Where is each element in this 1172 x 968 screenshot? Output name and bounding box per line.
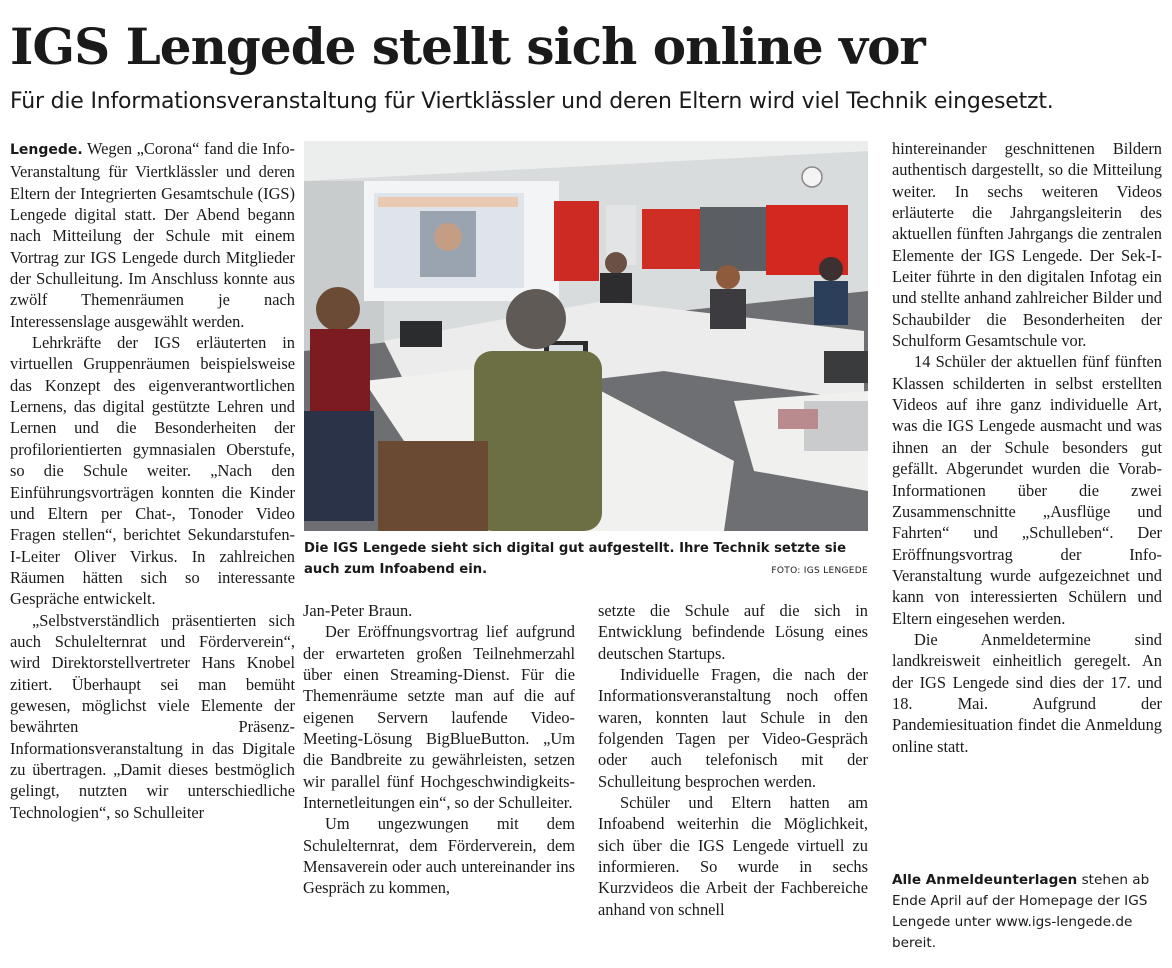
- paragraph: Die Anmeldetermine sind landkreisweit einheitlich geregelt. An der IGS Lengede sind dies der 17. und 18. Mai. Aufgrund der Pandemiesituation findet die Anmeldung online statt.: [892, 629, 1162, 756]
- headline: IGS Lengede stellt sich online vor: [10, 17, 925, 76]
- article-column-3: [598, 600, 868, 920]
- paragraph: Der Eröffnungsvortrag lief aufgrund der erwarteten großen Teilnehmerzahl über einen Streaming-Dienst. Für die Themenräume setzte man auf die auf eigenen Servern laufende Video-Meeting-Lösung BigBlueButton. „Um die Bandbreite zu gewährleisten, setzen wir parallel fünf Hochgeschwindigkeits-Internetleitungen ein“, so der Schulleiter.: [303, 622, 575, 813]
- paragraph-text: Wegen „Corona“ fand die Info-Veranstaltung für Viertklässler und deren Eltern der Integrierten Gesamtschule (IGS) Lengede digital statt. Der Abend begann nach Mitteilung der Schule mit einem Vortrag zur IGS Lengede durch Mitglieder der Schulleitung. Im Anschluss konnte aus zwölf Themenräumen je nach Interessenslage ausgewählt werden.: [10, 139, 296, 331]
- paragraph: [10, 138, 295, 332]
- subheadline: Für die Informationsveranstaltung für Viertklässler und deren Eltern wird viel Technik eingesetzt.: [10, 89, 1054, 114]
- infobox-text: stehen ab Ende April auf der Homepage der IGS Lengede unter www.igs-lengede.de bereit.: [892, 872, 1150, 951]
- classroom-photo: [304, 141, 868, 531]
- photo-credit: FOTO: IGS LENGEDE: [771, 566, 868, 576]
- paragraph: Jan-Peter Braun.: [303, 601, 413, 620]
- article-column-4: [892, 138, 1162, 757]
- dateline: Lengede.: [10, 142, 83, 158]
- paragraph: Lehrkräfte der IGS erläuterten in virtuellen Gruppenräumen beispielsweise das Konzept des eigenverantwortlichen Lernens, das digital gestützte Lehren und Lernen und die Besonderheiten der profilorientierten gymnasialen Oberstufe, so die Schule weiter. „Nach den Einführungsvorträgen konnten die Kinder und Eltern per Chat-, Tonoder Video Fragen stellen“, berichtet Sekundarstufen-I-Leiter Oliver Virkus. In zahlreichen Räumen hätten sich so interessante Gespräche entwickelt.: [10, 333, 295, 609]
- paragraph: Individuelle Fragen, die nach der Informationsveranstaltung noch offen waren, konnten laut Schule in den folgenden Tagen per Video-Gespräch oder auch telefonisch mit der Schulleitung besprochen werden.: [598, 665, 868, 791]
- article-column-1: [10, 138, 295, 823]
- paragraph: Schüler und Eltern hatten am Infoabend weiterhin die Möglichkeit, sich über die IGS Lengede virtuell zu informieren. So wurde in sechs Kurzvideos die Arbeit der Fachbereiche anhand von schnell: [598, 793, 868, 919]
- paragraph: „Selbstverständlich präsentierten sich auch Schulelternrat und Förderverein“, wird Direktorstellvertreter Hans Knobel zitiert. Überhaupt sei man bemüht gewesen, möglichst viele Elemente der bewährten Präsenz-Informationsveranstaltung in das Digitale zu übertragen. „Damit dieses bestmöglich gelingt, nutzten wir unterschiedliche Technologien“, so Schulleiter: [10, 610, 295, 822]
- paragraph: hintereinander geschnittenen Bildern authentisch dargestellt, so die Mitteilung weiter. In sechs weiteren Videos erläuterte die Jahrgangsleiterin des aktuellen fünften Jahrgangs die zentralen Elemente der IGS Lengede. Der Sek-I-Leiter führte in den digitalen Infotag ein und stellte anhand zahlreicher Bilder und Schaubilder die Besonderheiten der Schulform Gesamtschule vor.: [892, 139, 1162, 351]
- photo-caption: Die IGS Lengede sieht sich digital gut aufgestellt. Ihre Technik setzte sie auch zum Infoabend ein.: [304, 541, 847, 577]
- infobox-lead: Alle Anmeldeunterlagen: [892, 872, 1078, 888]
- classroom-photo-image: [304, 141, 868, 531]
- registration-info-box: [892, 870, 1164, 954]
- paragraph: Um ungezwungen mit dem Schulelternrat, dem Förderverein, dem Mensaverein oder auch untereinander ins Gespräch zu kommen,: [303, 814, 575, 898]
- paragraph: 14 Schüler der aktuellen fünf fünften Klassen schilderten in selbst erstellten Videos auf ihre ganz individuelle Art, was die IGS Lengede ausmacht und was ihnen an der Schule besonders gut gefällt. Abgerundet wurden die Vorab-Informationen über die zwei Zusammenschnitte „Ausflüge und Fahrten“ und „Schulleben“. Der Eröffnungsvortrag der Info-Veranstaltung wurde aufgezeichnet und kann von interessierten Schülern und Eltern eingesehen werden.: [892, 352, 1162, 628]
- article-column-2: [303, 600, 575, 899]
- paragraph: setzte die Schule auf die sich in Entwicklung befindende Lösung eines deutschen Startups.: [598, 601, 868, 663]
